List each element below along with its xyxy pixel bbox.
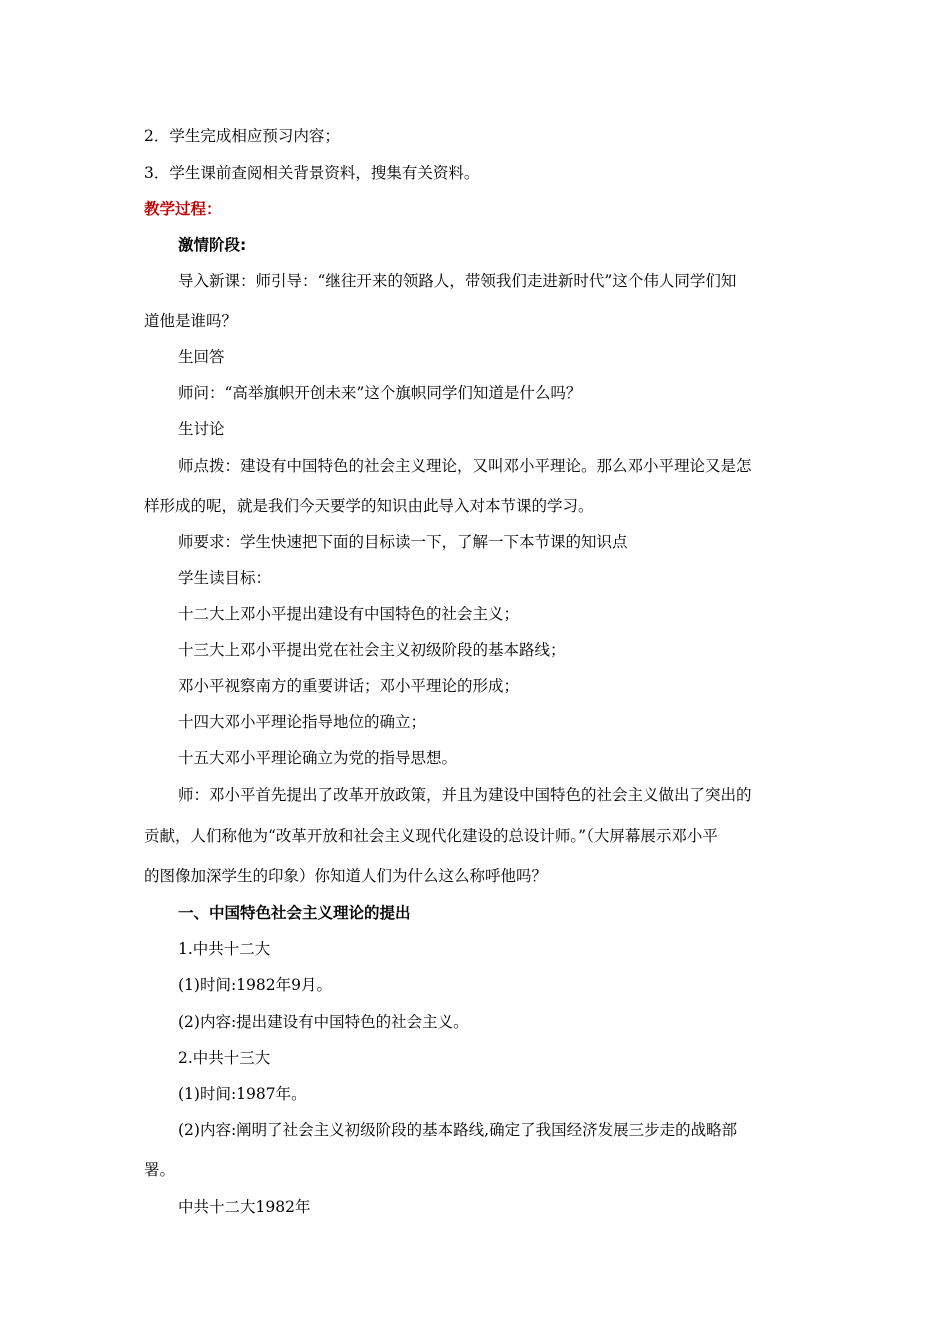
paragraph-intro-line-1: 导入新课：师引导：“继往开来的领路人，带领我们走进新时代”这个伟人同学们知 xyxy=(178,272,737,290)
teacher-statement-line-3: 的图像加深学生的印象）你知道人们为什么这么称呼他吗？ xyxy=(144,867,548,885)
list-item-content-line-1: (2)内容:阐明了社会主义初级阶段的基本路线,确定了我国经济发展三步走的战略部 xyxy=(178,1121,738,1139)
teacher-guide-line-1: 师点拨：建设有中国特色的社会主义理论，又叫邓小平理论。那么邓小平理论又是怎 xyxy=(178,457,752,475)
goal-item: 十二大上邓小平提出建设有中国特色的社会主义； xyxy=(178,605,520,623)
list-item-content: (2)内容:提出建设有中国特色的社会主义。 xyxy=(178,1013,469,1031)
prep-item-3: 3．学生课前查阅相关背景资料，搜集有关资料。 xyxy=(144,164,480,182)
teacher-request: 师要求：学生快速把下面的目标读一下，了解一下本节课的知识点 xyxy=(178,533,628,551)
prep-item-2: 2．学生完成相应预习内容； xyxy=(144,127,340,145)
student-answer: 生回答 xyxy=(178,348,225,366)
goal-item: 邓小平视察南方的重要讲话；邓小平理论的形成； xyxy=(178,677,520,695)
subheading-12th-congress: 1.中共十二大 xyxy=(178,940,271,958)
stage-heading: 激情阶段: xyxy=(178,236,247,254)
list-item-content-line-2: 署。 xyxy=(144,1161,176,1179)
subheading-13th-congress: 2.中共十三大 xyxy=(178,1049,271,1067)
list-item-time: (1)时间:1982年9月。 xyxy=(178,976,332,994)
teacher-statement-line-2: 贡献，人们称他为“改革开放和社会主义现代化建设的总设计师。”（大屏幕展示邓小平 xyxy=(144,827,718,845)
student-read-goals: 学生读目标： xyxy=(178,569,272,587)
teacher-question: 师问：“高举旗帜开创未来”这个旗帜同学们知道是什么吗？ xyxy=(178,384,582,402)
teacher-statement-line-1: 师：邓小平首先提出了改革开放政策，并且为建设中国特色的社会主义做出了突出的 xyxy=(178,786,752,804)
paragraph-intro-line-2: 道他是谁吗？ xyxy=(144,312,238,330)
goal-item: 十三大上邓小平提出党在社会主义初级阶段的基本路线； xyxy=(178,641,566,659)
summary-line: 中共十二大1982年 xyxy=(178,1198,311,1216)
section-heading-teaching-process: 教学过程： xyxy=(144,200,222,218)
section-heading-theory: 一、中国特色社会主义理论的提出 xyxy=(178,904,411,922)
list-item-time: (1)时间:1987年。 xyxy=(178,1085,307,1103)
goal-item: 十四大邓小平理论指导地位的确立； xyxy=(178,713,427,731)
student-discuss: 生讨论 xyxy=(178,420,225,438)
teacher-guide-line-2: 样形成的呢，就是我们今天要学的知识由此导入对本节课的学习。 xyxy=(144,497,594,515)
goal-item: 十五大邓小平理论确立为党的指导思想。 xyxy=(178,749,458,767)
